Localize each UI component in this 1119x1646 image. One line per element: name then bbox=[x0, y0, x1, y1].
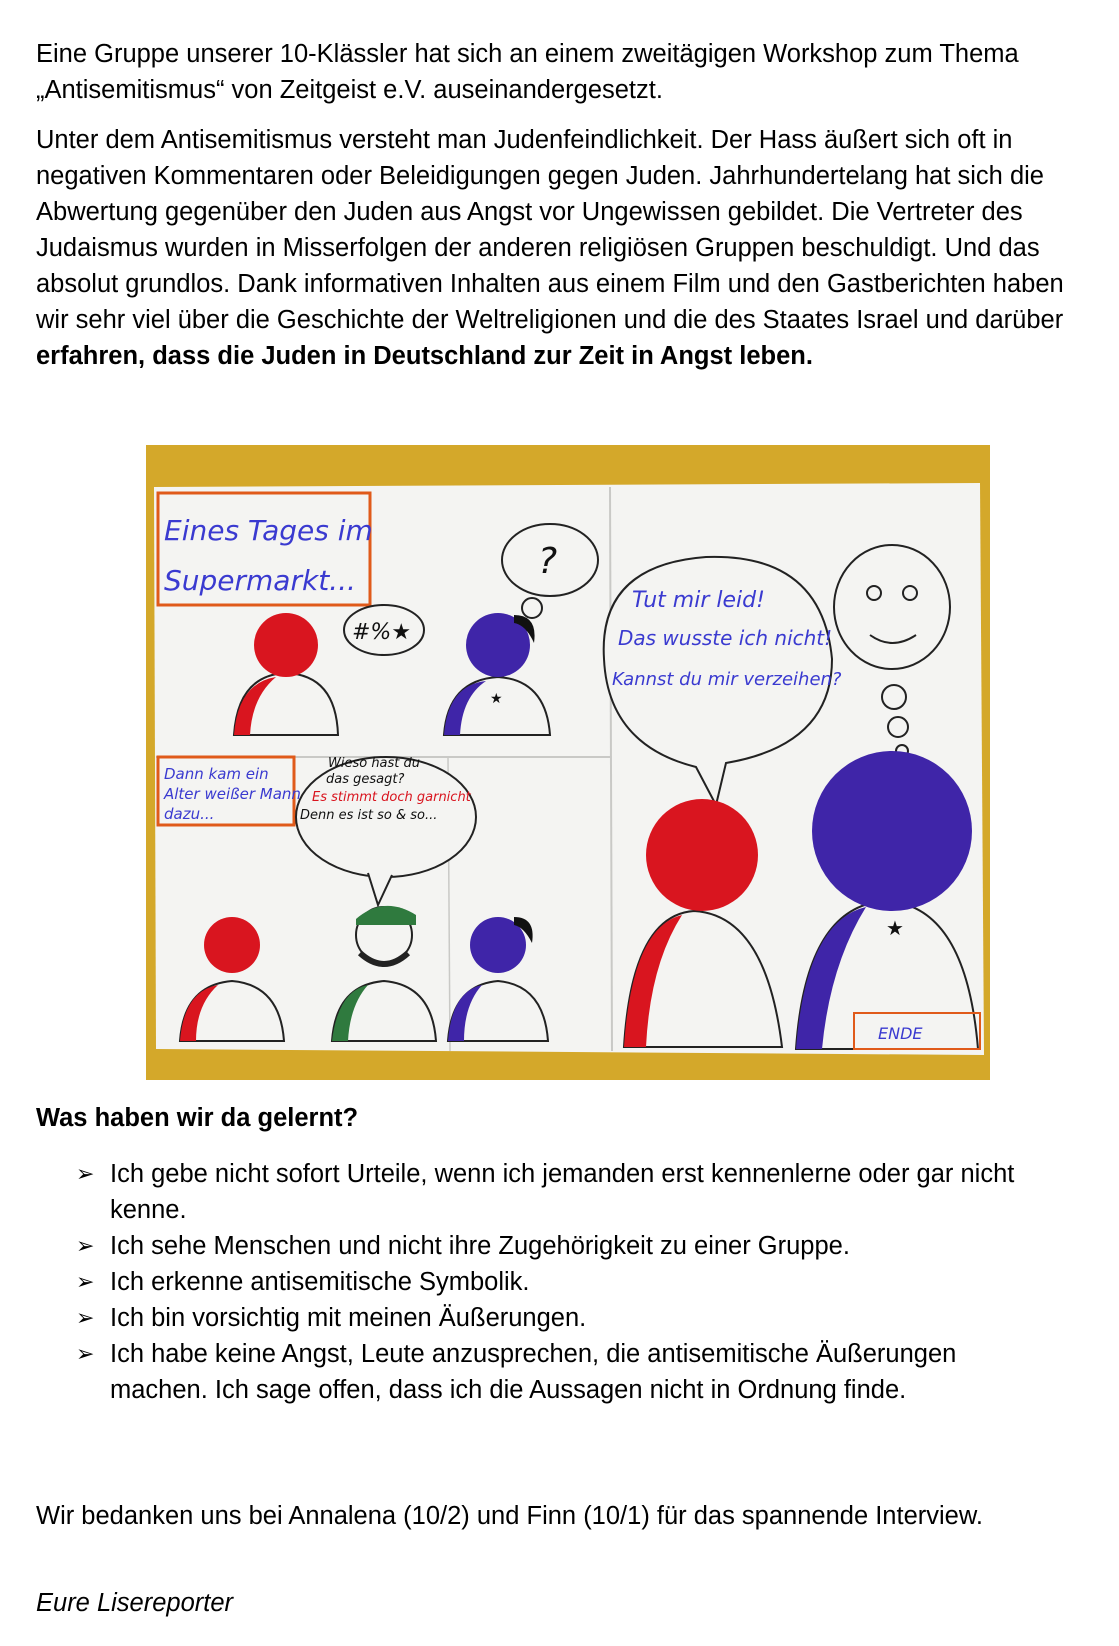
list-item: ➢ Ich gebe nicht sofort Urteile, wenn ich jemanden erst kennenlerne oder gar nicht kenne. bbox=[76, 1156, 1056, 1228]
intro-paragraph: Eine Gruppe unserer 10-Klässler hat sich an einem zweitägigen Workshop zum Thema „Antisemitismus“ von Zeitgeist e.V. auseinandergesetzt. bbox=[36, 40, 1019, 104]
bubble-line2: das gesagt? bbox=[326, 772, 405, 787]
body-bold-text: erfahren, dass die Juden in Deutschland zur Zeit in Angst leben. bbox=[36, 342, 813, 370]
caption2-line3: dazu... bbox=[164, 805, 215, 823]
comic-drawing bbox=[146, 445, 990, 1080]
caption1-line1: Eines Tages im bbox=[164, 514, 373, 547]
svg-text:★: ★ bbox=[886, 918, 904, 940]
section-heading: Was haben wir da gelernt? bbox=[36, 1104, 359, 1132]
caption2-line1: Dann kam ein bbox=[164, 765, 269, 783]
question-mark: ? bbox=[538, 541, 558, 582]
thanks-paragraph: Wir bedanken uns bei Annalena (10/2) und Finn (10/1) für das spannende Interview. bbox=[36, 1502, 983, 1530]
red-person-head-3 bbox=[646, 799, 758, 911]
list-item: ➢ Ich sehe Menschen und nicht ihre Zugehörigkeit zu einer Gruppe. bbox=[76, 1228, 1056, 1264]
arrowhead-icon: ➢ bbox=[76, 1341, 95, 1366]
apology-line3: Kannst du mir verzeihen? bbox=[612, 669, 842, 690]
list-item: ➢ Ich bin vorsichtig mit meinen Äußerungen. bbox=[76, 1300, 1056, 1336]
body-text: Unter dem Antisemitismus versteht man Judenfeindlichkeit. Der Hass äußert sich oft in negativen Kommentaren oder Beleidigungen gegen Juden. Jahrhundertelang hat sich die Abwertung gegenüber den Juden aus Angst vor Ungewissen gebildet. Die Vertreter des Judaismus wurden in Misserfolgen der anderen religiösen Gruppen beschuldigt. Und das absolut grundlos. Dank informativen Inhalten aus einem Film und den Gastberichten haben wir sehr viel über die Geschichte der Weltreligionen und die des Staates Israel und darüber bbox=[36, 126, 1064, 334]
caption1-line2: Supermarkt... bbox=[164, 564, 356, 597]
arrowhead-icon: ➢ bbox=[76, 1161, 95, 1186]
apology-line2: Das wusste ich nicht! bbox=[618, 626, 833, 650]
end-text: ENDE bbox=[878, 1024, 923, 1043]
bubble-red-line: Es stimmt doch garnicht bbox=[312, 790, 471, 805]
insult-text: #%★ bbox=[352, 620, 412, 645]
red-person-head-1 bbox=[254, 613, 318, 677]
signature: Eure Lisereporter bbox=[36, 1589, 234, 1617]
red-person-head-2 bbox=[204, 917, 260, 973]
comic-photo bbox=[146, 445, 990, 1080]
svg-text:★: ★ bbox=[490, 690, 503, 706]
list-item: ➢ Ich habe keine Angst, Leute anzusprechen, die antisemitische Äußerungen machen. Ich sage offen, dass ich die Aussagen nicht in Ordnung finde. bbox=[76, 1336, 1056, 1408]
bubble-line1: Wieso hast du bbox=[328, 756, 421, 771]
list-item: ➢ Ich erkenne antisemitische Symbolik. bbox=[76, 1264, 1056, 1300]
arrowhead-icon: ➢ bbox=[76, 1305, 95, 1330]
caption2-line2: Alter weißer Mann bbox=[164, 785, 301, 803]
smiley-thought bbox=[834, 545, 950, 669]
arrowhead-icon: ➢ bbox=[76, 1269, 95, 1294]
body-paragraph bbox=[36, 122, 1086, 374]
lessons-list bbox=[76, 1156, 1056, 1408]
purple-person-head-3 bbox=[812, 751, 972, 911]
bubble-last-line: Denn es ist so & so... bbox=[300, 808, 438, 823]
arrowhead-icon: ➢ bbox=[76, 1233, 95, 1258]
apology-line1: Tut mir leid! bbox=[632, 588, 765, 613]
